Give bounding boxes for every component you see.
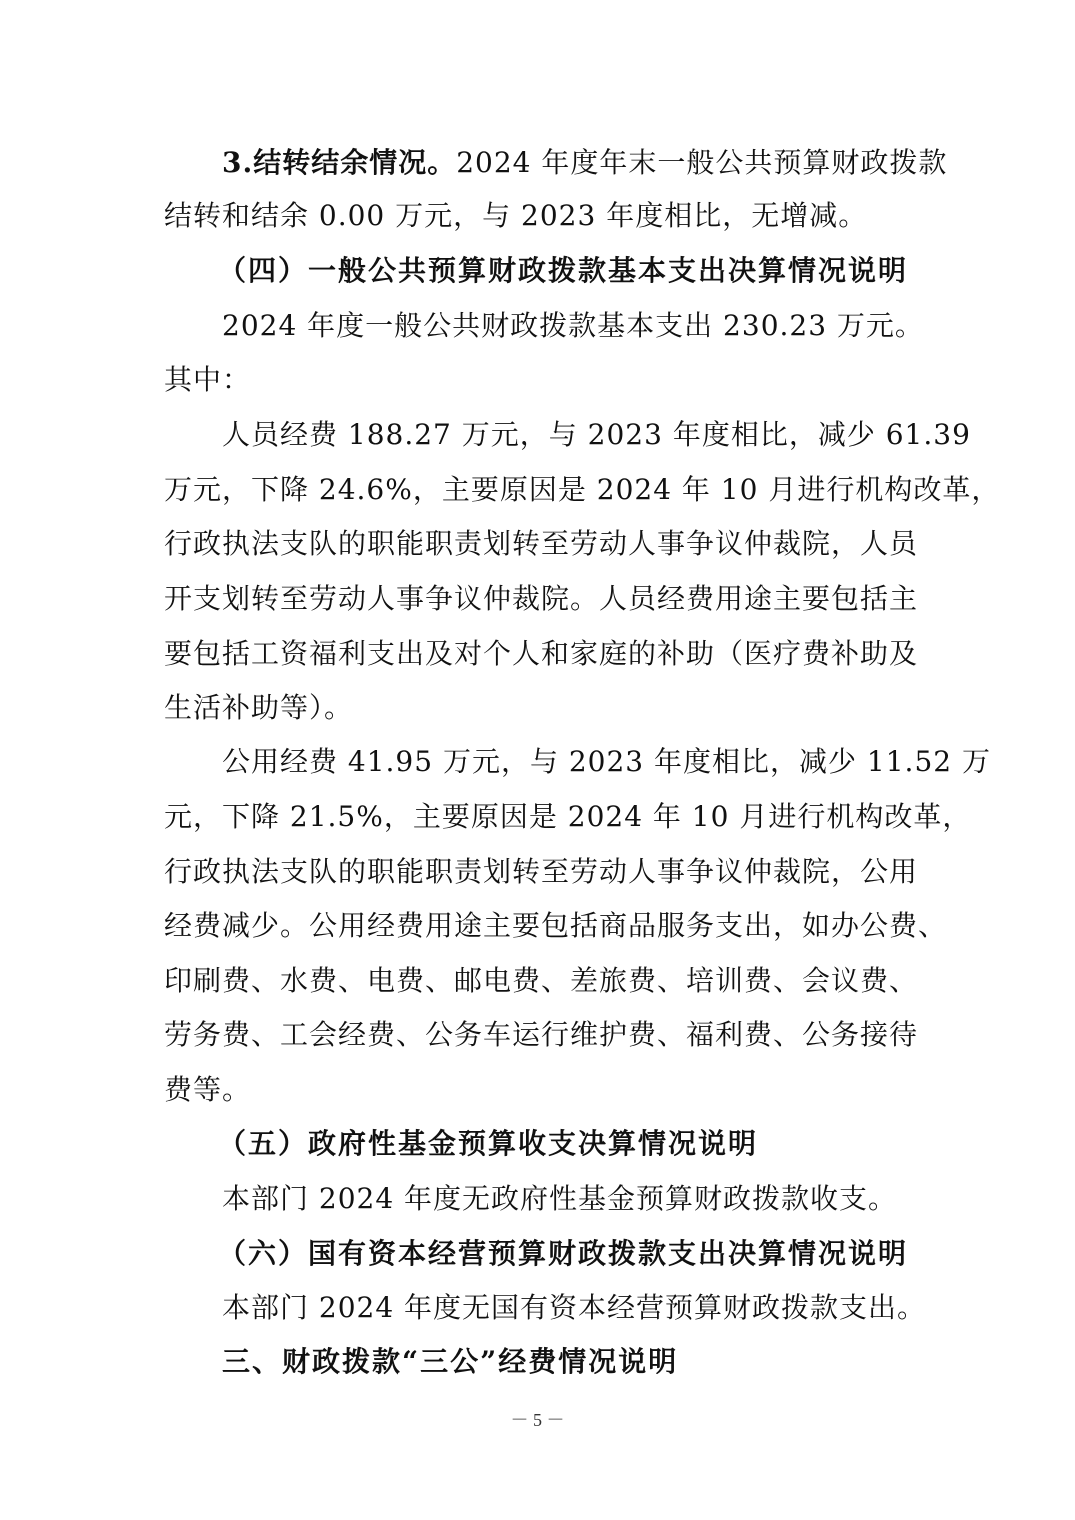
paragraph-line: 2024 年度一般公共财政拨款基本支出 230.23 万元。 [222,309,924,342]
chapter-heading: 三、财政拨款“三公”经费情况说明 [222,1345,679,1378]
paragraph-text: 2024 年度年末一般公共预算财政拨款 [456,146,948,179]
paragraph-line: 劳务费、工会经费、公务车运行维护费、福利费、公务接待 [164,1018,919,1051]
paragraph-line: 本部门 2024 年度无国有资本经营预算财政拨款支出。 [222,1291,927,1324]
paragraph-line: 本部门 2024 年度无政府性基金预算财政拨款收支。 [222,1182,898,1215]
paragraph-line: 印刷费、水费、电费、邮电费、差旅费、培训费、会议费、 [164,964,919,997]
section-heading: （五）政府性基金预算收支决算情况说明 [218,1127,759,1160]
paragraph-line: 费等。 [164,1073,252,1106]
paragraph-line: 经费减少。公用经费用途主要包括商品服务支出，如办公费、 [164,909,948,942]
paragraph-line: 公用经费 41.95 万元，与 2023 年度相比，减少 11.52 万 [222,745,991,778]
paragraph-line: 要包括工资福利支出及对个人和家庭的补助（医疗费补助及 [164,637,919,670]
paragraph-lead: 3.结转结余情况。 [222,146,457,179]
section-heading: （六）国有资本经营预算财政拨款支出决算情况说明 [218,1237,909,1270]
paragraph-line: 行政执法支队的职能职责划转至劳动人事争议仲裁院，公用 [164,855,919,888]
page-number: － 5 － [510,1410,565,1430]
paragraph-line: 元，下降 21.5%，主要原因是 2024 年 10 月进行机构改革， [164,800,972,833]
paragraph-line: 人员经费 188.27 万元，与 2023 年度相比，减少 61.39 [222,418,971,451]
paragraph-line: 行政执法支队的职能职责划转至劳动人事争议仲裁院，人员 [164,527,919,560]
paragraph-line: 开支划转至劳动人事争议仲裁院。人员经费用途主要包括主 [164,582,919,615]
paragraph-line: 万元，下降 24.6%，主要原因是 2024 年 10 月进行机构改革， [164,473,1001,506]
paragraph-line: 其中： [164,363,252,396]
section-heading: （四）一般公共预算财政拨款基本支出决算情况说明 [218,254,909,287]
paragraph-line: 生活补助等）。 [164,691,354,724]
paragraph-line: 结转和结余 0.00 万元，与 2023 年度相比，无增减。 [164,199,868,232]
paragraph-line [222,136,948,190]
